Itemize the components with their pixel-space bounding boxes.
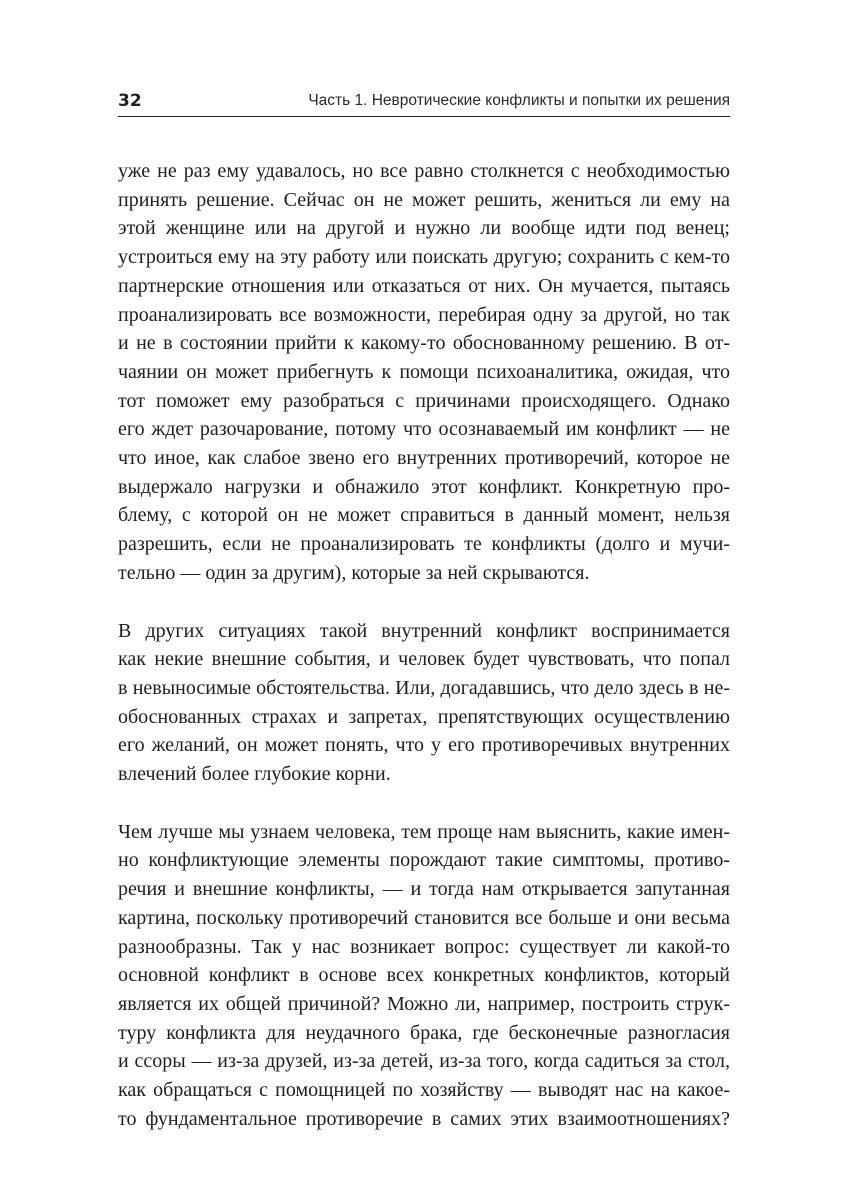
text-line: картина, поскольку противоречий становится все больше и они весьма [118,906,730,929]
text-line: блему, с которой он не может справиться в данный момент, нельзя [118,504,730,527]
text-line: и не в состоянии прийти к какому-то обоснованному решению. В от- [118,332,730,355]
text-line: этой женщине или на другой и нужно ли вообще идти под венец; [118,217,730,240]
page-number: 32 [118,91,142,111]
text-line: его ждет разочарование, потому что осознаваемый им конфликт — не [118,418,730,441]
text-line: то фундаментальное противоречие в самих этих взаимоотношениях? [118,1107,730,1130]
text-line: влечений более глубокие корни. [118,763,391,786]
text-line: В других ситуациях такой внутренний конфликт воспринимается [118,619,730,642]
page-header [118,88,730,117]
text-line: является их общей причиной? Можно ли, например, построить струк- [118,992,730,1015]
paragraph-1 [118,157,730,588]
paragraph-2 [118,617,730,789]
text-line: Чем лучше мы узнаем человека, тем проще нам выяснить, какие имен- [118,820,730,843]
text-line: основной конфликт в основе всех конкретных конфликтов, который [118,964,730,987]
running-head-title: Часть 1. Невротические конфликты и попытки их решения [308,92,730,109]
text-line: разрешить, если не проанализировать те конфликты (долго и мучи- [118,533,730,556]
body-text [118,157,730,1163]
text-line: разнообразны. Так у нас возникает вопрос: существует ли какой-то [118,935,730,958]
paragraph-3 [118,818,730,1134]
text-line: речия и внешние конфликты, — и тогда нам открывается запутанная [118,878,730,901]
text-line: как некие внешние события, и человек будет чувствовать, что попал [118,648,730,671]
text-line: принять решение. Сейчас он не может решить, жениться ли ему на [118,188,730,211]
text-line: проанализировать все возможности, перебирая одну за другой, но так [118,303,730,326]
text-line: выдержало нагрузки и обнажило этот конфликт. Конкретную про- [118,475,730,498]
text-line: его желаний, он может понять, что у его противоречивых внутренних [118,734,730,757]
text-line: как обращаться с помощницей по хозяйству — выводят нас на какое- [118,1079,730,1102]
text-line: в невыносимые обстоятельства. Или, догадавшись, что дело здесь в не- [118,676,730,699]
text-line: чаянии он может прибегнуть к помощи психоаналитика, ожидая, что [118,360,730,383]
text-line: что иное, как слабое звено его внутренних противоречий, которое не [118,447,730,470]
text-line: и ссоры — из-за друзей, из-за детей, из-за того, когда садиться за стол, [118,1050,730,1073]
text-line: обоснованных страхах и запретах, препятствующих осуществлению [118,705,730,728]
text-line: уже не раз ему удавалось, но все равно столкнется с необходимостью [118,160,730,182]
text-line: но конфликтующие элементы порождают такие симптомы, противо- [118,849,730,872]
text-line: устроиться ему на эту работу или поискать другую; сохранить с кем-то [118,246,730,269]
text-line: туру конфликта для неудачного брака, где бесконечные разногласия [118,1021,730,1044]
text-line: тот поможет ему разобраться с причинами происходящего. Однако [118,389,730,412]
text-line: партнерские отношения или отказаться от них. Он мучается, пытаясь [118,274,730,297]
text-line: тельно — один за другим), которые за ней скрываются. [118,561,590,584]
